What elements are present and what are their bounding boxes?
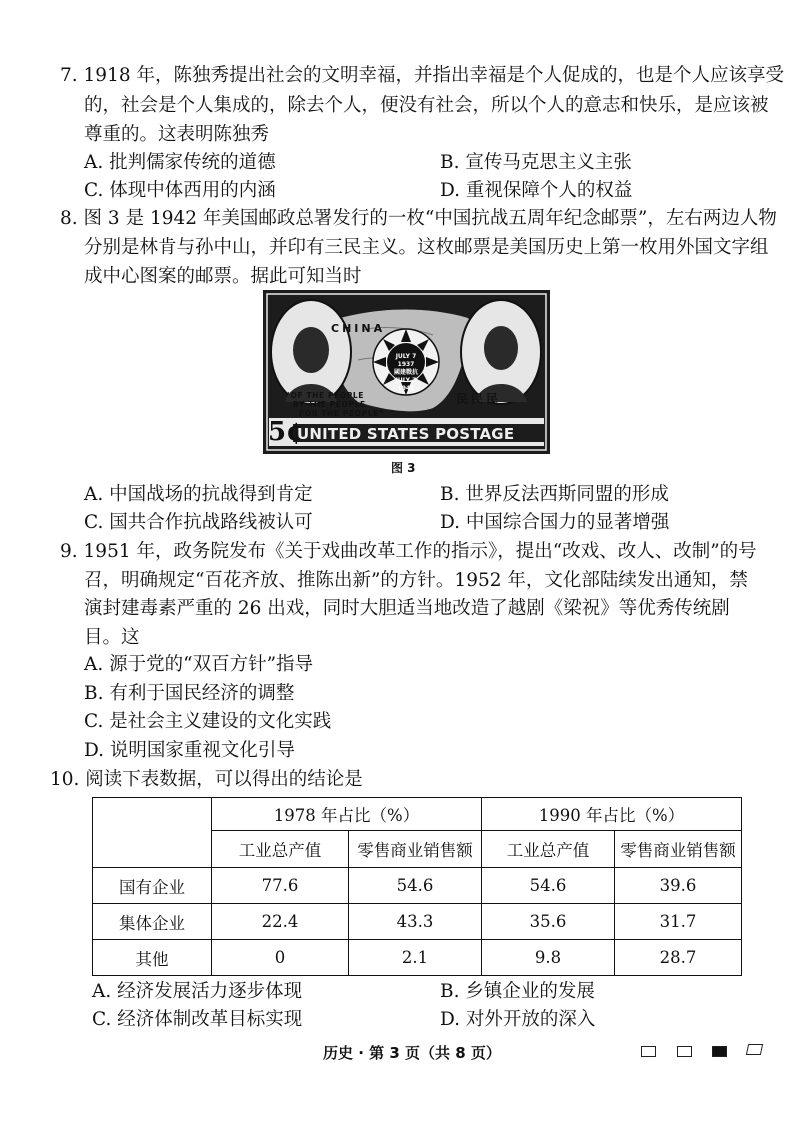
outline-box-icon bbox=[641, 1046, 656, 1057]
table-cell: 31.7 bbox=[615, 904, 742, 940]
q7-option-a: A. 批判儒家传统的道德 bbox=[84, 152, 276, 173]
table-row-label: 国有企业 bbox=[93, 868, 212, 904]
q10-option-b: B. 乡镇企业的发展 bbox=[440, 981, 595, 1002]
table-group-header-1990: 1990 年占比（%） bbox=[482, 798, 742, 831]
filled-box-icon bbox=[712, 1046, 727, 1057]
stamp-right-text bbox=[456, 390, 501, 407]
q9-line-1: 9. 1951 年，政务院发布《关于戏曲改革工作的指示》，提出“改戏、改人、改制”的号 bbox=[60, 541, 757, 562]
q9-option-b: B. 有利于国民经济的调整 bbox=[84, 683, 295, 704]
q10-option-c: C. 经济体制改革目标实现 bbox=[92, 1009, 303, 1030]
q10-option-a: A. 经济发展活力逐步体现 bbox=[92, 981, 303, 1002]
q9-line-2: 召，明确规定“百花齐放、推陈出新”的方针。1952 年，文化部陆续发出通知，禁 bbox=[84, 570, 748, 591]
q8-option-a: A. 中国战场的抗战得到肯定 bbox=[84, 484, 313, 505]
stamp-right-char-1: 民 bbox=[456, 392, 472, 406]
stamp-date-top: JULY 7 1937 bbox=[395, 353, 417, 368]
stamp-quote-line-2: BY THE PEOPLE bbox=[293, 400, 366, 409]
table-row bbox=[93, 940, 742, 976]
q7-option-c: C. 体现中体西用的内涵 bbox=[84, 180, 276, 201]
table-cell: 9.8 bbox=[482, 940, 615, 976]
q9-option-d: D. 说明国家重视文化引导 bbox=[84, 740, 295, 761]
stamp-quote-line-3: FOR THE PEOPLE” bbox=[299, 409, 385, 418]
table-cell: 2.1 bbox=[349, 940, 482, 976]
q8-option-c: C. 国共合作抗战路线被认可 bbox=[84, 512, 313, 533]
stamp-value: 5¢ bbox=[268, 417, 305, 447]
sun-yatsen-portrait-icon bbox=[484, 326, 518, 370]
q10-option-d: D. 对外开放的深入 bbox=[440, 1009, 596, 1030]
outline-box-icon bbox=[746, 1044, 763, 1055]
q7-option-d: D. 重视保障个人的权益 bbox=[440, 180, 633, 201]
table-cell: 54.6 bbox=[349, 868, 482, 904]
stamp-center-text bbox=[387, 353, 425, 393]
table-row bbox=[93, 904, 742, 940]
stamp-figure bbox=[263, 290, 550, 454]
table-row-label: 集体企业 bbox=[93, 904, 212, 940]
table-corner-cell bbox=[93, 798, 212, 868]
q8-option-b: B. 世界反法西斯同盟的形成 bbox=[440, 484, 669, 505]
table-subheader: 工业总产值 bbox=[482, 831, 615, 868]
table-cell: 22.4 bbox=[212, 904, 349, 940]
stamp-right-char-2: 民 bbox=[471, 392, 487, 406]
q7-option-b: B. 宣传马克思主义主张 bbox=[440, 152, 632, 173]
lincoln-portrait-icon bbox=[293, 327, 329, 373]
q9-option-c: C. 是社会主义建设的文化实践 bbox=[84, 711, 332, 732]
q7-line-2: 的，社会是个人集成的，除去个人，便没有社会，所以个人的意志和快乐，是应该被 bbox=[84, 95, 769, 116]
q9-option-a: A. 源于党的“双百方针”指导 bbox=[84, 654, 314, 675]
stamp-right-char-3: 民 bbox=[486, 392, 502, 406]
q8-line-2: 分别是林肯与孙中山，并印有三民主义。这枚邮票是美国历史上第一枚用外国文字组 bbox=[84, 237, 769, 258]
q10-stem: 10. 阅读下表数据，可以得出的结论是 bbox=[50, 769, 363, 790]
table-cell: 43.3 bbox=[349, 904, 482, 940]
stamp-date-bottom: JULY 7 1942 bbox=[395, 377, 417, 392]
q8-option-d: D. 中国综合国力的显著增强 bbox=[440, 512, 670, 533]
table-group-header-1978: 1978 年占比（%） bbox=[212, 798, 482, 831]
stamp-center-chinese: 國建戰抗 bbox=[393, 369, 418, 376]
q7-line-1: 7. 1918 年，陈独秀提出社会的文明幸福，并指出幸福是个人促成的，也是个人应该享受 bbox=[60, 65, 784, 86]
table-cell: 35.6 bbox=[482, 904, 615, 940]
table-cell: 28.7 bbox=[615, 940, 742, 976]
outline-box-icon bbox=[677, 1046, 692, 1057]
stamp-quote bbox=[283, 391, 384, 418]
table-subheader: 零售商业销售额 bbox=[615, 831, 742, 868]
q9-line-4: 目。这 bbox=[84, 627, 140, 648]
q8-line-3: 成中心图案的邮票。据此可知当时 bbox=[84, 266, 362, 287]
page-footer: 历史 · 第 3 页（共 8 页） bbox=[323, 1044, 501, 1062]
table-cell: 0 bbox=[212, 940, 349, 976]
table-cell: 54.6 bbox=[482, 868, 615, 904]
q7-line-3: 尊重的。这表明陈独秀 bbox=[84, 124, 270, 145]
table-subheader: 零售商业销售额 bbox=[349, 831, 482, 868]
table-subheader: 工业总产值 bbox=[212, 831, 349, 868]
stamp-quote-line-1: “OF THE PEOPLE bbox=[285, 391, 364, 400]
figure-caption: 图 3 bbox=[391, 461, 416, 475]
table-cell: 77.6 bbox=[212, 868, 349, 904]
stamp-postage-text: UNITED STATES POSTAGE bbox=[297, 425, 515, 443]
table-row-label: 其他 bbox=[93, 940, 212, 976]
q8-line-1: 8. 图 3 是 1942 年美国邮政总署发行的一枚“中国抗战五周年纪念邮票”，左右两边人物 bbox=[60, 208, 777, 229]
table-cell: 39.6 bbox=[615, 868, 742, 904]
stamp-china-text: CHINA bbox=[331, 322, 386, 335]
table-row bbox=[93, 868, 742, 904]
data-table bbox=[92, 797, 742, 976]
q9-line-3: 演封建毒素严重的 26 出戏，同时大胆适当地改造了越剧《梁祝》等优秀传统剧 bbox=[84, 598, 730, 619]
